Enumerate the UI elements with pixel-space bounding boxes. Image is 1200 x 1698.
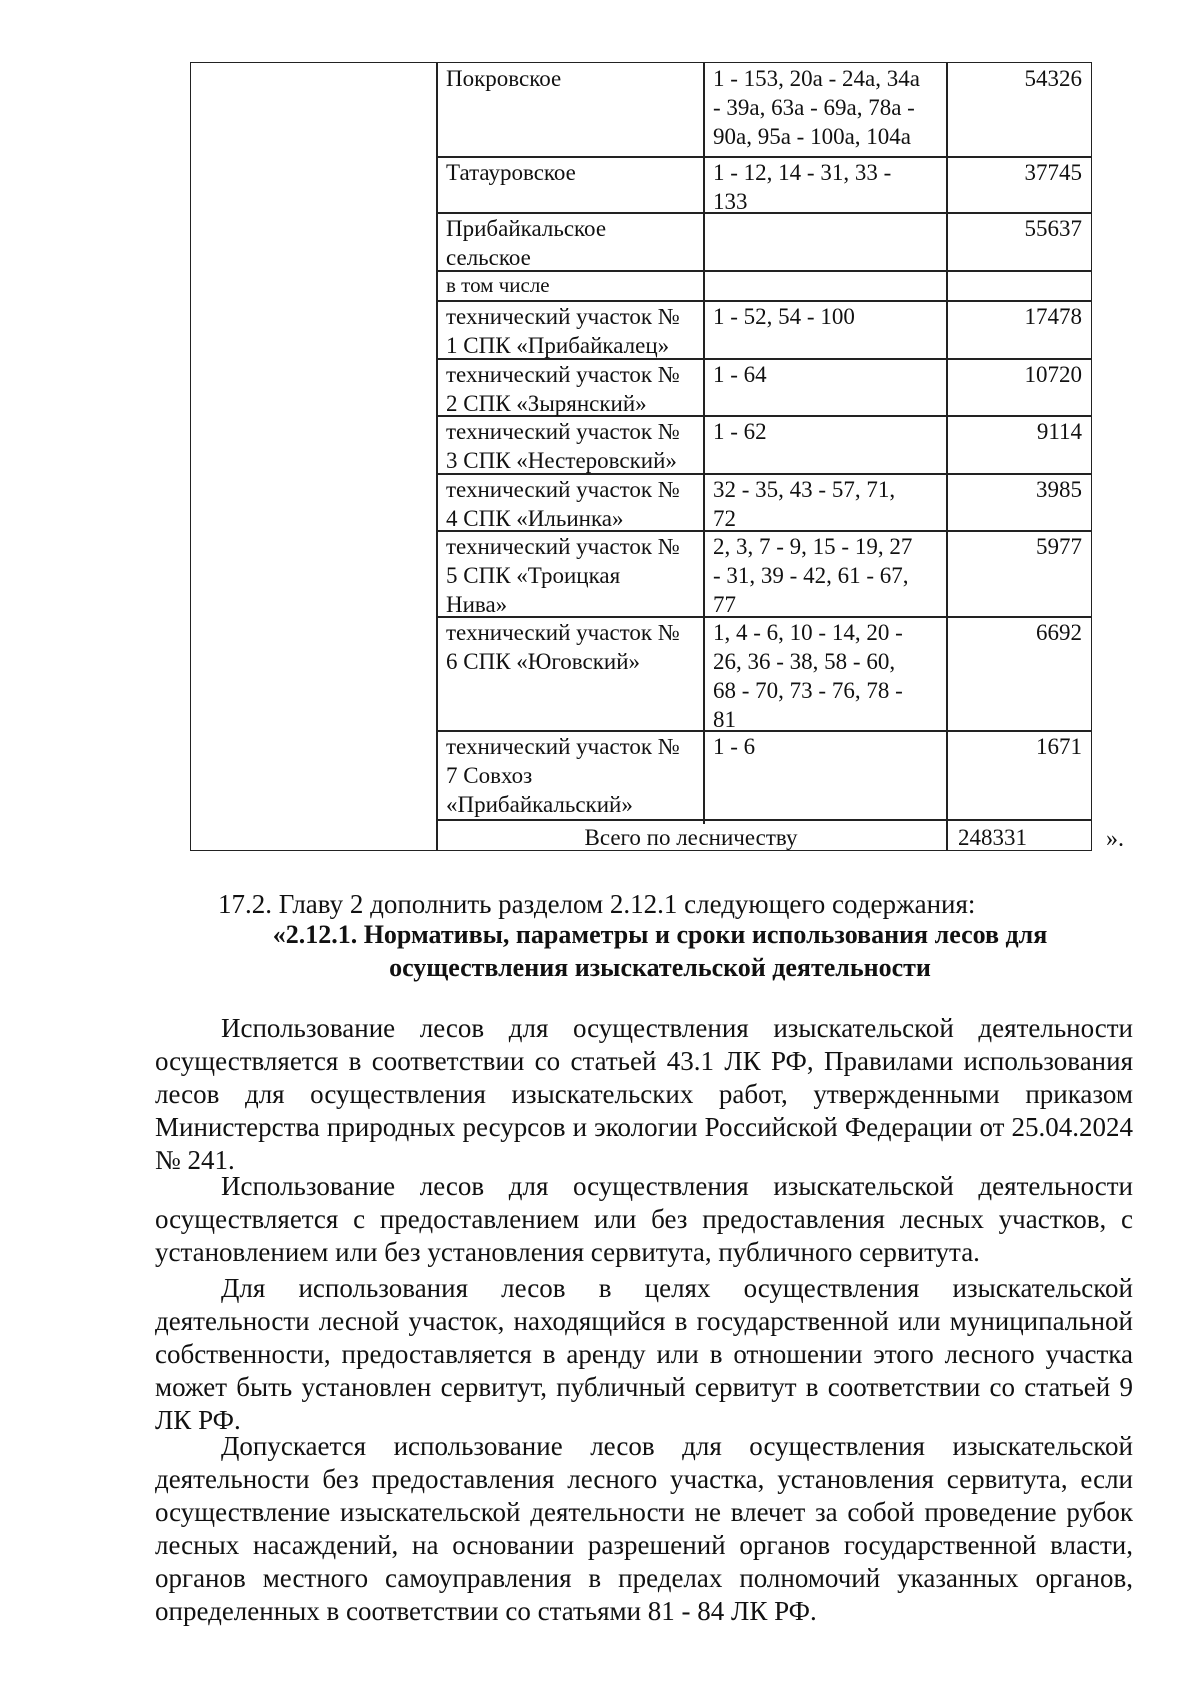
table-cell-quarters: 1 - 6: [713, 734, 756, 759]
paragraph: Использование лесов для осуществления изыскательской деятельности осуществляется с предоставлением или без предоставления лесных участков, с установлением или без установления сервитута, публичного сервитута.: [155, 1171, 1133, 1267]
section-heading: «2.12.1. Нормативы, параметры и сроки использования лесов для осуществления изыскательской деятельности: [272, 920, 1048, 982]
table-divider: [703, 62, 705, 824]
table-cell-name: технический участок № 4 СПК «Ильинка»: [446, 477, 680, 531]
table-divider: [436, 62, 438, 851]
table-cell-name: Прибайкальское сельское: [446, 216, 607, 270]
table-cell-area: 3985: [1036, 477, 1082, 502]
table-cell-name: в том числе: [446, 273, 550, 297]
table-cell-area: 37745: [1024, 160, 1082, 185]
table-cell-area: 17478: [1024, 304, 1082, 329]
paragraph: Использование лесов для осуществления изыскательской деятельности осуществляется в соответствии со статьей 43.1 ЛК РФ, Правилами использования лесов для осуществления изыскательских работ, утвержденными приказом Министерства природных ресурсов и экологии Российской Федерации от 25.04.2024 № 241.: [155, 1013, 1133, 1175]
table-cell-area: 10720: [1024, 362, 1082, 387]
paragraph: Допускается использование лесов для осуществления изыскательской деятельности без предоставления лесного участка, установления сервитута, если осуществление изыскательской деятельности не влечет за собой проведение рубок лесных насаждений, на основании разрешений органов государственной власти, органов местного самоуправления в пределах полномочий указанных органов, определенных в соответствии со статьями 81 - 84 ЛК РФ.: [155, 1431, 1133, 1626]
table-cell-name: технический участок № 7 Совхоз «Прибайкальский»: [446, 734, 680, 817]
table-cell-area: 55637: [1024, 216, 1082, 241]
paragraph: Для использования лесов в целях осуществления изыскательской деятельности лесной участок, находящийся в государственной или муниципальной собственности, предоставляется в аренду или в отношении этого лесного участка может быть установлен сервитут, публичный сервитут в соответствии со статьей 9 ЛК РФ.: [155, 1273, 1133, 1435]
table-cell-quarters: 1 - 64: [713, 362, 767, 387]
table-cell-area: 1671: [1036, 734, 1082, 759]
table-cell-quarters: 1 - 62: [713, 419, 767, 444]
table-cell-name: технический участок № 2 СПК «Зырянский»: [446, 362, 680, 416]
table-total-label: Всего по лесничеству: [584, 825, 798, 850]
table-cell-quarters: 2, 3, 7 - 9, 15 - 19, 27 - 31, 39 - 42, 61 - 67, 77: [713, 534, 913, 617]
table-cell-name: технический участок № 3 СПК «Нестеровский»: [446, 419, 680, 473]
table-cell-area: 5977: [1036, 534, 1082, 559]
table-cell-name: технический участок № 5 СПК «Троицкая Нива»: [446, 534, 680, 617]
table-cell-quarters: 1 - 153, 20а - 24а, 34а - 39а, 63а - 69а, 78а - 90а, 95а - 100а, 104а: [713, 66, 920, 149]
table-cell-area: 54326: [1024, 66, 1082, 91]
closing-quote: ».: [1106, 826, 1124, 852]
table-cell-quarters: 1 - 52, 54 - 100: [713, 304, 855, 329]
table-cell-quarters: 1 - 12, 14 - 31, 33 - 133: [713, 160, 892, 214]
table-cell-name: технический участок № 1 СПК «Прибайкалец»: [446, 304, 680, 358]
table-cell-name: Покровское: [446, 66, 562, 91]
table-total-value: 248331: [958, 825, 1027, 850]
table-cell-name: технический участок № 6 СПК «Юговский»: [446, 620, 680, 674]
table-divider: [436, 819, 1092, 821]
table-cell-area: 6692: [1036, 620, 1082, 645]
table-cell-area: 9114: [1036, 419, 1082, 444]
table-divider: [946, 62, 948, 851]
table-cell-name: Татауровское: [446, 160, 576, 185]
section-intro: 17.2. Главу 2 дополнить разделом 2.12.1 следующего содержания:: [218, 889, 976, 919]
table-cell-quarters: 32 - 35, 43 - 57, 71, 72: [713, 477, 896, 531]
table-cell-quarters: 1, 4 - 6, 10 - 14, 20 - 26, 36 - 38, 58 - 60, 68 - 70, 73 - 76, 78 - 81: [713, 620, 903, 732]
